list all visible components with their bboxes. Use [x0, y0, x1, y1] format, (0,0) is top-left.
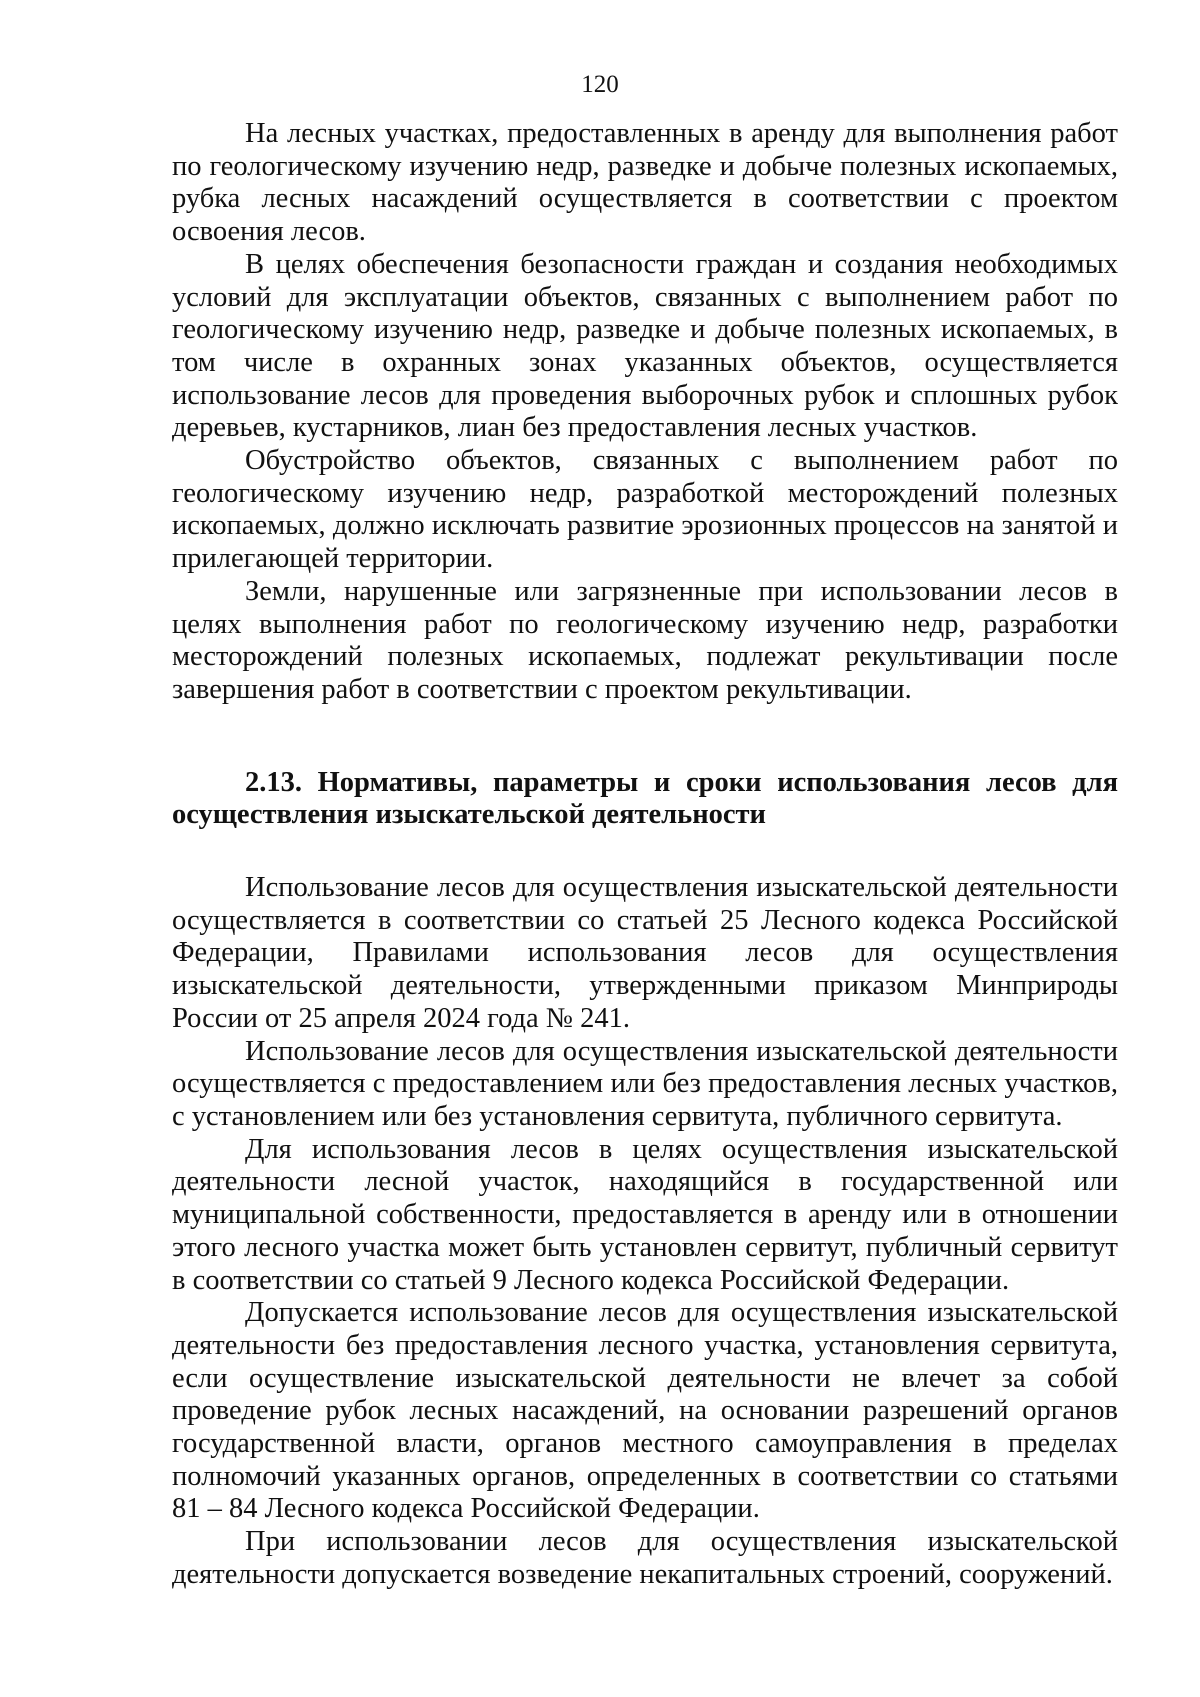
section-heading: 2.13. Нормативы, параметры и сроки использования лесов для осуществления изыскательской деятельности — [172, 766, 1118, 831]
paragraph: Для использования лесов в целях осуществления изыскательской деятельности лесной участок, находящийся в государственной или муниципальной собственности, предоставляется в аренду или в отношении этого лесного участка может быть установлен сервитут, публичный сервитут в соответствии со статьей 9 Лесного кодекса Российской Федерации. — [172, 1133, 1118, 1296]
paragraph: При использовании лесов для осуществления изыскательской деятельности допускается возведение некапитальных строений, сооружений. — [172, 1526, 1118, 1590]
paragraph: На лесных участках, предоставленных в аренду для выполнения работ по геологическому изучению недр, разведке и добыче полезных ископаемых, рубка лесных насаждений осуществляется в соответствии с проектом освоения лесов. — [172, 118, 1118, 248]
paragraph: Использование лесов для осуществления изыскательской деятельности осуществляется в соответствии со статьей 25 Лесного кодекса Российской Федерации, Правилами использования лесов для осуществления изыскательской деятельности, утвержденными приказом Минприроды России от 25 апреля 2024 года № 241. — [172, 872, 1118, 1034]
page-number: 120 — [581, 71, 619, 98]
document-body — [172, 118, 1118, 1592]
spacer — [172, 832, 1118, 872]
paragraph: Земли, нарушенные или загрязненные при использовании лесов в целях выполнения работ по геологическому изучению недр, разработки месторождений полезных ископаемых, подлежат рекультивации после завершения работ в соответствии с проектом рекультивации. — [172, 575, 1118, 705]
paragraph: Использование лесов для осуществления изыскательской деятельности осуществляется с предоставлением или без предоставления лесных участков, с установлением или без установления сервитута, публичного сервитута. — [172, 1035, 1118, 1132]
paragraph: В целях обеспечения безопасности граждан и создания необходимых условий для эксплуатации объектов, связанных с выполнением работ по геологическому изучению недр, разведке и добыче полезных ископаемых, в том числе в охранных зонах указанных объектов, осуществляется использование лесов для проведения выборочных рубок и сплошных рубок деревьев, кустарников, лиан без предоставления лесных участков. — [172, 248, 1118, 444]
paragraph: Обустройство объектов, связанных с выполнением работ по геологическому изучению недр, разработкой месторождений полезных ископаемых, должно исключать развитие эрозионных процессов на занятой и прилегающей территории. — [172, 445, 1118, 575]
spacer — [172, 707, 1118, 767]
paragraph: Допускается использование лесов для осуществления изыскательской деятельности без предоставления лесного участка, установления сервитута, если осуществление изыскательской деятельности не влечет за собой проведение рубок лесных насаждений, на основании разрешений органов государственной власти, органов местного самоуправления в пределах полномочий указанных органов, определенных в соответствии со статьями 81 – 84 Лесного кодекса Российской Федерации. — [172, 1297, 1118, 1525]
